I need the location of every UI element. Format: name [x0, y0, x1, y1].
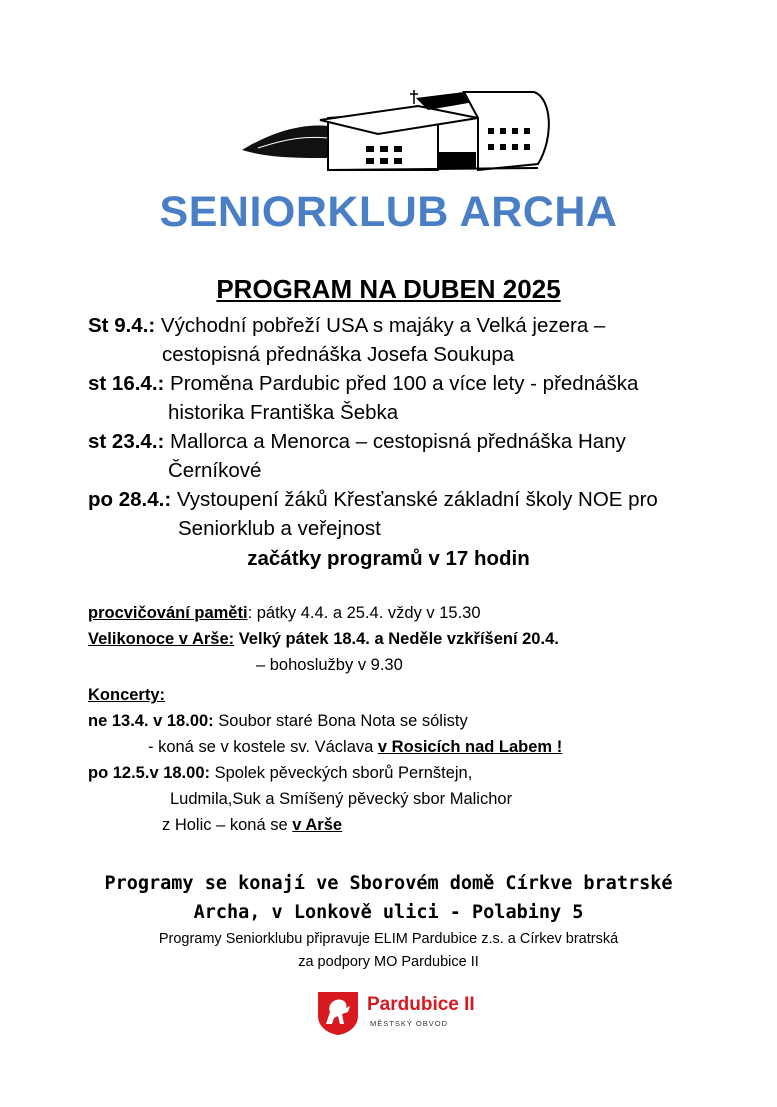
- easter-services: – bohoslužby v 9.30: [256, 656, 403, 674]
- event-4: po 28.4.: Vystoupení žáků Křesťanské základní školy NOE pro: [88, 488, 658, 511]
- footer-line-1: Programy Seniorklubu připravuje ELIM Pardubice z.s. a Církev bratrská: [158, 931, 619, 947]
- event-2: st 16.4.: Proměna Pardubic před 100 a více lety - přednáška: [88, 372, 639, 395]
- venue-line-1: Programy se konají ve Sborovém domě Církve bratrské: [104, 873, 673, 894]
- building-illustration: [238, 88, 554, 184]
- logo-subtitle: MĚSTSKÝ OBVOD: [370, 1019, 449, 1028]
- event-3-line2: Černíkové: [168, 459, 262, 482]
- event-2-line2: historika Františka Šebka: [168, 401, 399, 424]
- concert-2-venue: z Holic – koná se v Arše: [162, 816, 343, 834]
- pardubice-horse-logo-icon: [316, 990, 360, 1036]
- event-1: St 9.4.: Východní pobřeží USA s majáky a Velká jezera –: [88, 314, 606, 337]
- concert-2-line2: Ludmila,Suk a Smíšený pěvecký sbor Malichor: [170, 790, 513, 808]
- start-note: začátky programů v 17 hodin: [247, 547, 530, 570]
- concert-1-venue: - koná se v kostele sv. Václava v Rosicích nad Labem !: [148, 738, 563, 756]
- memory-training: procvičování paměti: pátky 4.4. a 25.4. vždy v 15.30: [88, 604, 481, 622]
- concert-1: ne 13.4. v 18.00: Soubor staré Bona Nota se sólisty: [88, 712, 468, 730]
- logo-name: Pardubice II: [367, 994, 475, 1015]
- concert-2: po 12.5.v 18.00: Spolek pěveckých sborů Pernštejn,: [88, 764, 473, 782]
- club-title: SENIORKLUB ARCHA: [159, 188, 618, 236]
- footer-line-2: za podpory MO Pardubice II: [298, 954, 479, 970]
- easter-info: Velikonoce v Arše: Velký pátek 18.4. a Neděle vzkříšení 20.4.: [88, 630, 559, 648]
- venue-line-2: Archa, v Lonkově ulici - Polabiny 5: [193, 902, 584, 923]
- concerts-label: Koncerty:: [88, 686, 166, 704]
- event-4-line2: Seniorklub a veřejnost: [178, 517, 381, 540]
- event-1-line2: cestopisná přednáška Josefa Soukupa: [162, 343, 515, 366]
- event-3: st 23.4.: Mallorca a Menorca – cestopisná přednáška Hany: [88, 430, 626, 453]
- program-heading: PROGRAM NA DUBEN 2025: [216, 274, 561, 304]
